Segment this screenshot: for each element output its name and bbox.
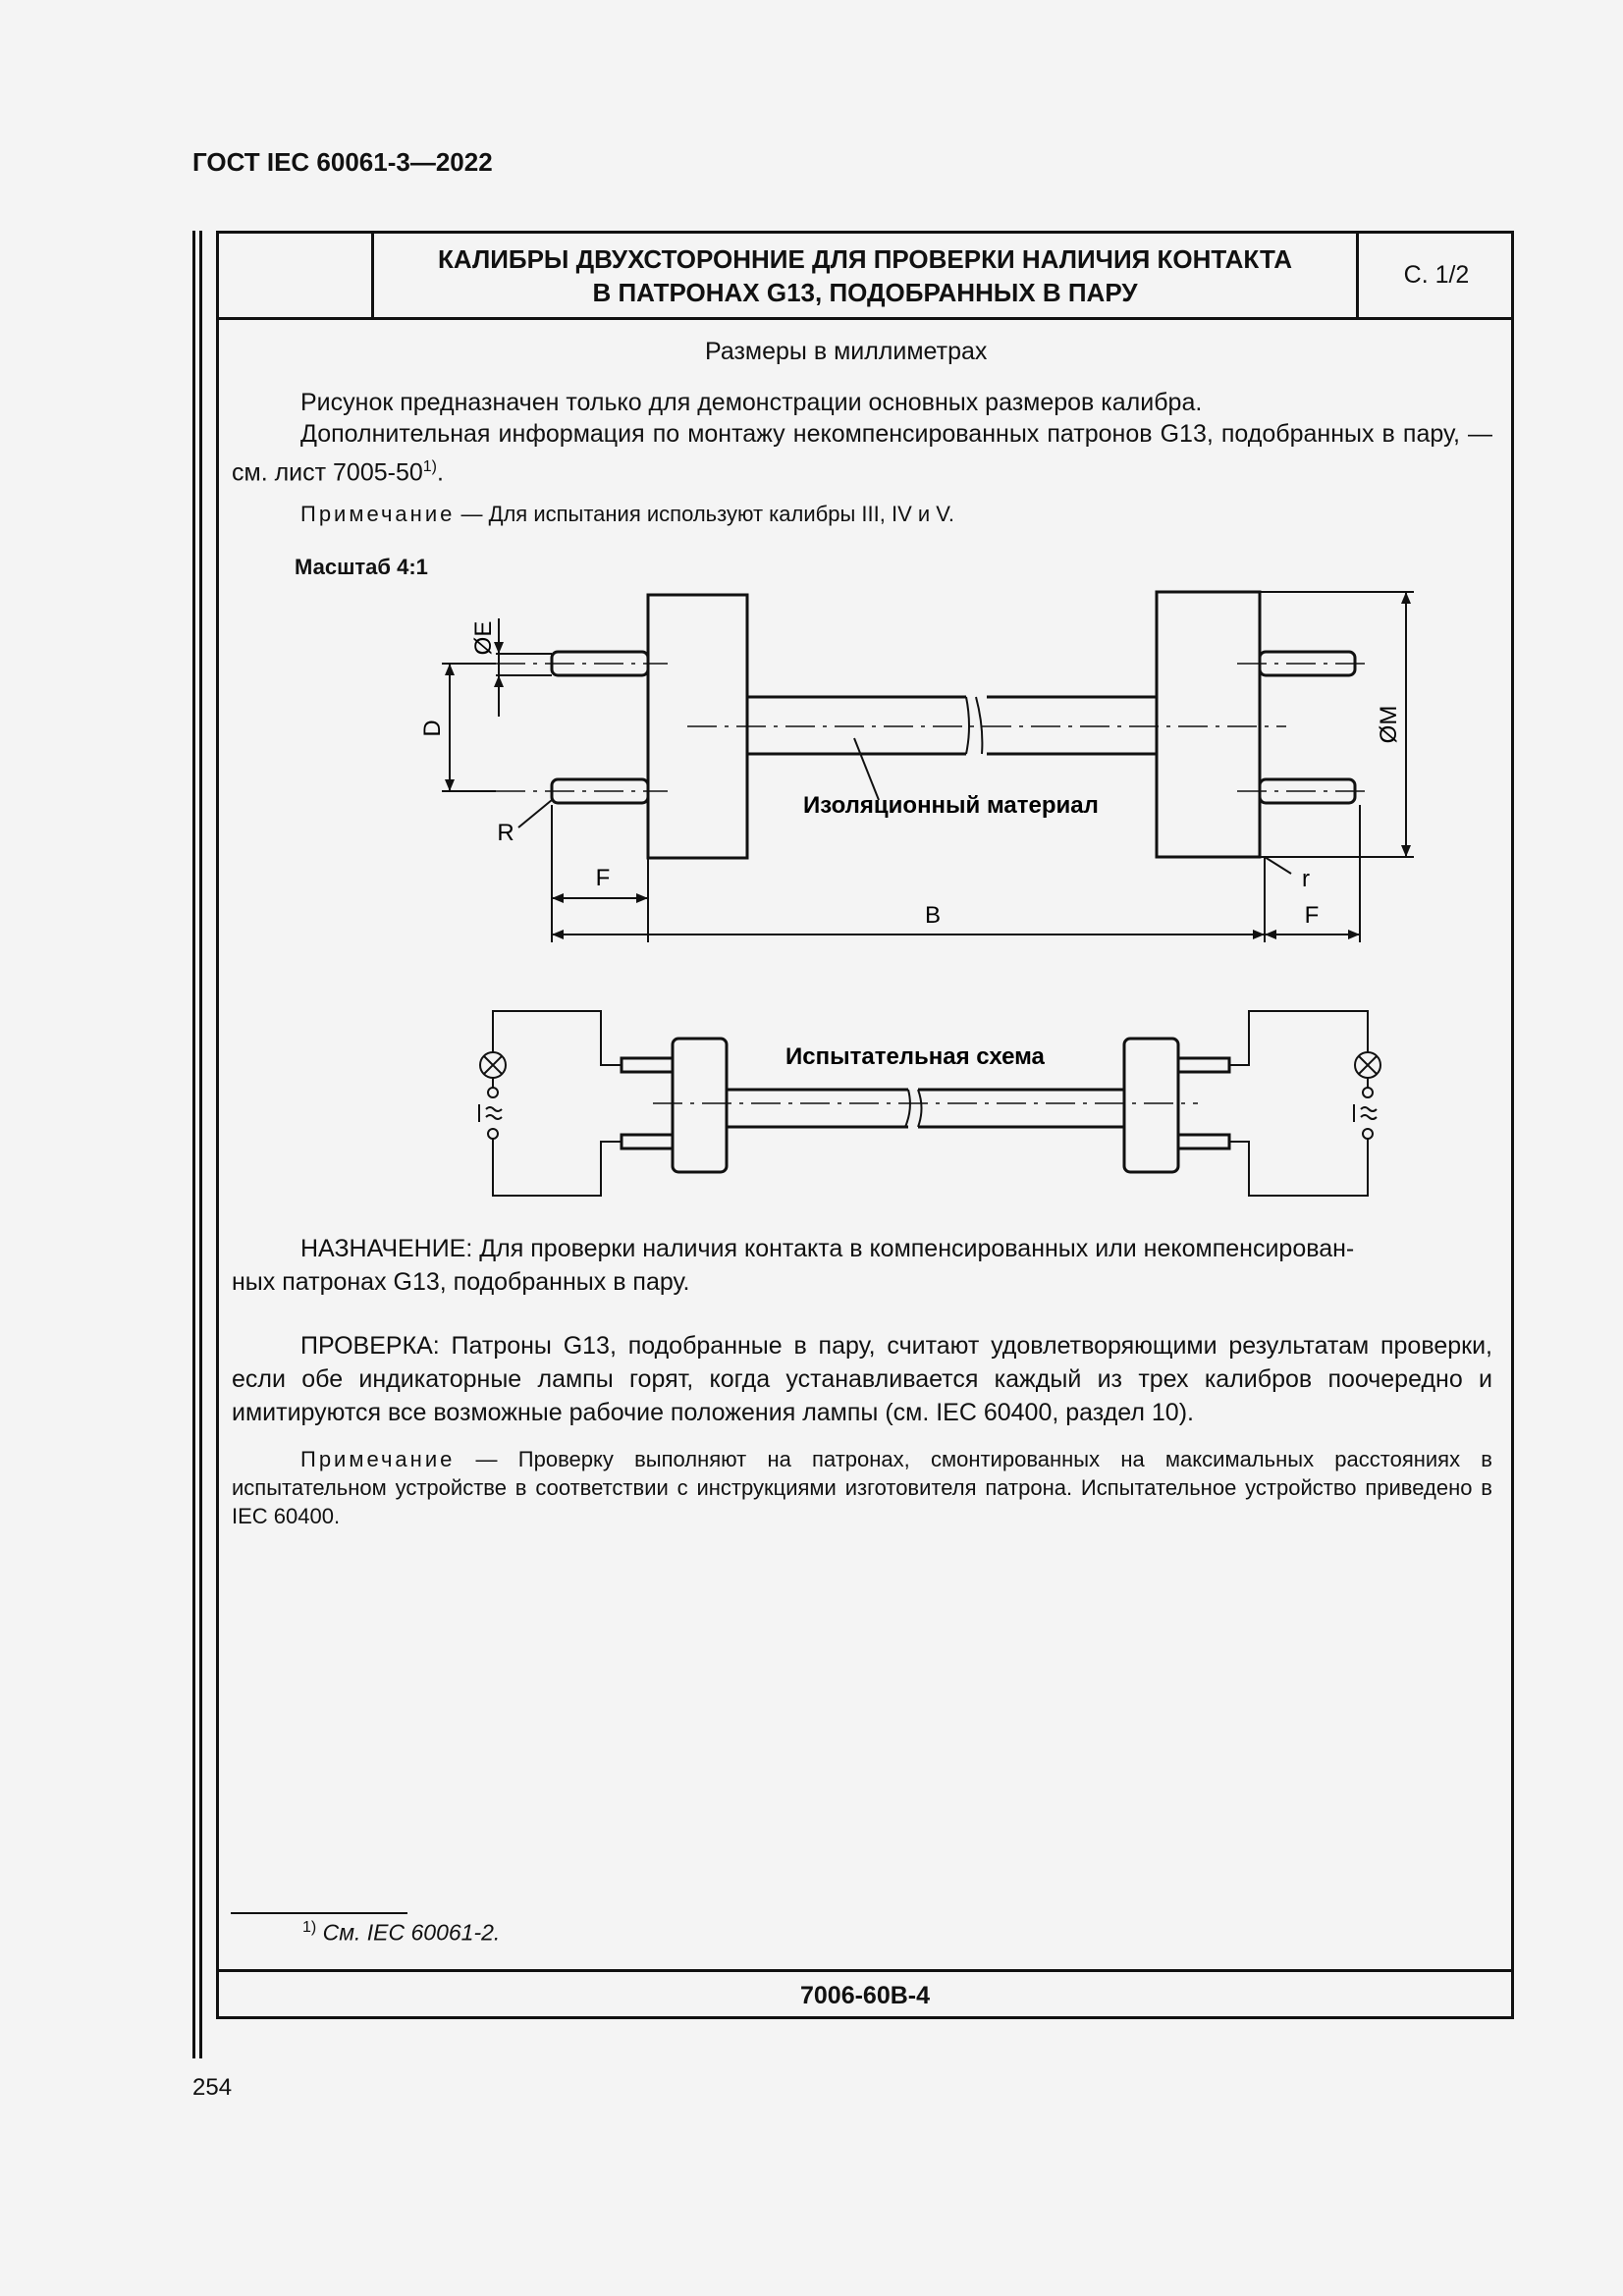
footnote-rule: [231, 1912, 407, 1914]
units-caption: Размеры в миллиметрах: [705, 338, 988, 365]
page-number: 254: [192, 2074, 233, 2101]
sheet-title-line1: КАЛИБРЫ ДВУХСТОРОННИЕ ДЛЯ ПРОВЕРКИ НАЛИЧИЯ КОНТАКТА: [438, 243, 1292, 274]
check-paragraph: ПРОВЕРКА: Патроны G13, подобранные в пару, считают удовлетворяющими результатам проверки, если обе индикаторные лампы горят, когда устанавливается каждый из трех калибров поочередно и имитируются все возможные рабочие положения лампы (см. IEC 60400, раздел 10).: [232, 1332, 1492, 1426]
footnote: [302, 1919, 500, 1947]
note-1-text: — Для испытания используют калибры III, IV и V.: [455, 502, 955, 526]
sheet-page: С. 1/2: [1356, 234, 1514, 317]
purpose-line-2: ных патронах G13, подобранных в пару.: [232, 1268, 690, 1296]
label-D: D: [419, 720, 446, 737]
scale-label: Масштаб 4:1: [295, 555, 428, 579]
sheet-number: 7006-60B-4: [219, 1969, 1511, 2019]
label-r: r: [1302, 866, 1310, 892]
sheet-title-line2: В ПАТРОНАХ G13, ПОДОБРАННЫХ В ПАРУ: [592, 277, 1138, 307]
label-F-left: F: [595, 865, 611, 891]
footnote-mark: 1): [302, 1919, 317, 1936]
note-2: [232, 1445, 1492, 1530]
intro-paragraph-2-end: .: [437, 458, 444, 487]
note-1-label: Примечание: [300, 502, 456, 526]
intro-paragraph-2-text: Дополнительная информация по монтажу некомпенсированных патронов G13, подобранных в пару, — см. лист 7005-50: [232, 420, 1492, 487]
label-F-right: F: [1304, 902, 1320, 929]
note-2-text: — Проверку выполняют на патронах, смонтированных на максимальных расстояниях в испытательном устройстве в соответствии с инструкциями изготовителя патрона. Испытательное устройство приведено в IEC 60400.: [232, 1447, 1492, 1528]
label-dM: ØM: [1376, 705, 1402, 744]
purpose-paragraph: [232, 1232, 1492, 1299]
circuit-right-block: [1124, 1039, 1178, 1172]
label-R: R: [497, 820, 514, 846]
label-B: B: [924, 902, 942, 929]
circuit-left-block: [673, 1039, 727, 1172]
footnote-text: См. IEC 60061-2.: [316, 1919, 501, 1946]
right-gauge-block: [1157, 592, 1260, 857]
footnote-ref: 1): [422, 458, 438, 475]
purpose-line-1: НАЗНАЧЕНИЕ: Для проверки наличия контакта в компенсированных или некомпенсирован-: [300, 1235, 1355, 1262]
document-code: ГОСТ IEC 60061-3—2022: [192, 147, 493, 177]
intro-paragraph-1: Рисунок предназначен только для демонстрации основных размеров калибра.: [300, 389, 1203, 416]
label-dE: ØE: [470, 620, 497, 656]
label-test-circuit: Испытательная схема: [785, 1043, 1045, 1070]
label-insulation: Изоляционный материал: [803, 792, 1099, 819]
note-2-label: Примечание: [300, 1447, 456, 1471]
